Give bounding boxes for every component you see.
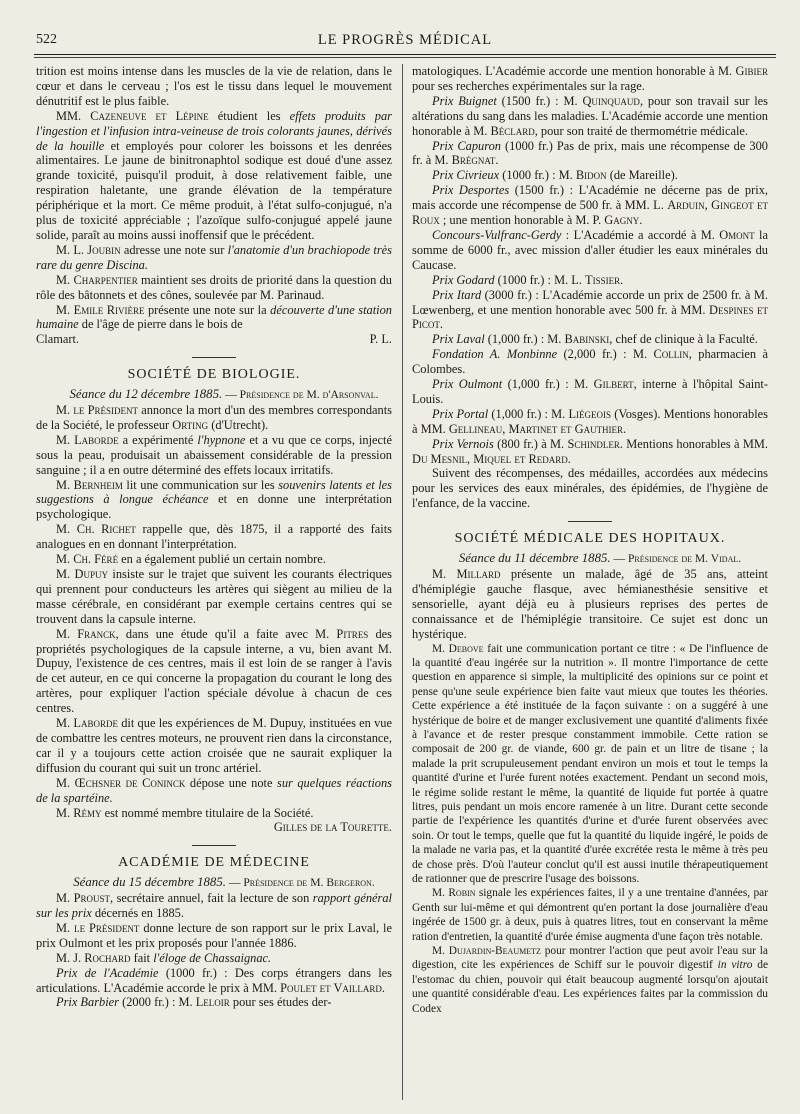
- paragraph: matologiques. L'Académie accorde une mention honorable à M. Gibier pour ses recherches expérimentales sur la rage.: [412, 64, 768, 93]
- paragraph: Prix Laval (1,000 fr.) : M. Babinski, chef de clinique à la Faculté.: [432, 332, 758, 347]
- paragraph: M. Ch. Richet rappelle que, dès 1875, il a rapporté des faits analogues en en donnant l'interprétation.: [36, 522, 392, 552]
- paragraph: M. Laborde a expérimenté l'hypnone et a vu que ce corps, injecté sous la peau, produisait un abaissement considérable de la pression sanguine ; il a en outre déterminé des effets locaux irritatifs.: [36, 432, 392, 477]
- paragraph: Prix Godard (1000 fr.) : M. L. Tissier.: [432, 272, 624, 287]
- signature-line: Clamart. P. L.: [36, 332, 392, 347]
- paragraph: M. Charpentier maintient ses droits de priorité dans la question du rôle des bâtonnets et des cônes, soulevée par M. Parinaud.: [36, 272, 392, 302]
- paragraph: Prix Buignet (1500 fr.) : M. Quinquaud, pour son travail sur les altérations du sang dans les maladies. L'Académie accorde une mention honorable à M. Béclard, pour son traité de thermométrie médicale.: [412, 93, 768, 138]
- paragraph: Prix Barbier (2000 fr.) : M. Leloir pour ses études der-: [56, 995, 332, 1010]
- section-heading: ACADÉMIE DE MÉDECINE: [36, 845, 392, 871]
- section-heading: SOCIÉTÉ DE BIOLOGIE.: [36, 357, 392, 383]
- paragraph: M. le Président donne lecture de son rapport sur le prix Laval, le prix Oulmont et les prix proposés pour l'année 1886.: [36, 920, 392, 950]
- paragraph: Concours-Vulfranc-Gerdy : L'Académie a accordé à M. Omont la somme de 6000 fr., avec mission d'aller étudier les eaux minérales du Caucase.: [412, 227, 768, 272]
- paragraph: M. Ch. Féré en a également publié un certain nombre.: [56, 552, 326, 567]
- paragraph: M. Millard présente un malade, âgé de 35 ans, atteint d'hémiplégie gauche flasque, avec hémianesthésie sensitive et sensorielle, ayant déjà eu à plusieurs reprises des pertes de connaissance et de l'hémiplégie transitoire. Ce sujet est donc un hystérique.: [412, 567, 768, 641]
- right-column: [412, 64, 768, 1104]
- paragraph: MM. Cazeneuve et Lépine étudient les effets produits par l'ingestion et l'infusion intra-veineuse de trois colorants jaunes, dérivés de la houille et employés pour colorer les boissons et les denrées alimentaires. Le jaune de binitronaphtol sodique est doué d'une assez grande toxicité, puisqu'il produit, à dose relativement faible, une respiration haletante, une grande élévation de la température périphérique et la mort. Ce même produit, à l'état sulfo-conjugué, n'a plus de toxicité appréciable ; l'azoïque sulfo-conjugué appelé jaune solide, paraît au moins aussi inoffensif que le précédent.: [36, 108, 392, 242]
- paragraph: M. Dujardin-Beaumetz pour montrer l'action que peut avoir l'eau sur la digestion, cite les expériences de Schiff sur le pouvoir digestif in vitro de l'estomac du chien, pouvoir qui était beaucoup augmenté lorsqu'on ajoutait une quantité considérable d'eau. Les expériences faites par la commission du Codex: [412, 945, 768, 1015]
- column-divider: [402, 64, 403, 1100]
- seance-line: Séance du 15 décembre 1885. — Présidence de M. Bergeron.: [73, 875, 375, 890]
- paragraph: M. Bernheim lit une communication sur les souvenirs latents et les suggestions à longue échéance et en donne une interprétation psychologique.: [36, 477, 392, 522]
- page-header: [34, 30, 776, 52]
- paragraph: Prix Desportes (1500 fr.) : L'Académie ne décerne pas de prix, mais accorde une récompense de 500 fr. à MM. L. Arduin, Gingeot et Roux ; une mention honorable à M. P. Gagny.: [412, 183, 768, 228]
- paragraph: M. Rémy est nommé membre titulaire de la Société.: [56, 805, 314, 820]
- paragraph: M. Dupuy insiste sur le trajet que suivent les courants électriques qui prennent pour conducteurs les artères qui siègent au milieu de la masse cérébrale, en considérant par exemple certains centres qui se trouvent dans la capsule interne.: [36, 567, 392, 626]
- paragraph: Prix Capuron (1000 fr.) Pas de prix, mais une récompense de 300 fr. à M. Brégnat.: [412, 138, 768, 168]
- paragraph: Prix de l'Académie (1000 fr.) : Des corps étrangers dans les articulations. L'Académie accorde le prix à MM. Poulet et Vaillard.: [36, 965, 392, 995]
- left-column: [36, 64, 392, 1104]
- paragraph: Prix Oulmont (1,000 fr.) : M. Gilbert, interne à l'hôpital Saint-Louis.: [412, 377, 768, 406]
- header-rule-thin: [34, 57, 776, 58]
- paragraph: M. Laborde dit que les expériences de M. Dupuy, instituées en vue de combattre les centres moteurs, ne prouvent rien dans la circonstance, car il y a toujours cette action croisée que ne saurait expliquer la diffusion du courant qui suit un tronc artériel.: [36, 716, 392, 775]
- paragraph: M. Robin signale les expériences faites, il y a une trentaine d'années, par Genth sur lui-même et qui démontrent qu'en portant la dose journalière d'eau ingérée de 1500 gr. à deux, puis à quatres litres, tout en conservant la même ration d'entretien, la quantité d'urée émise augmenta d'une façon très notable.: [412, 887, 768, 943]
- paragraph: M. L. Joubin adresse une note sur l'anatomie d'un brachiopode très rare du genre Discina.: [36, 242, 392, 272]
- paragraph: M. Emile Rivière présente une note sur la découverte d'une station humaine de l'âge de pierre dans le bois de: [36, 302, 392, 332]
- paragraph: M. J. Rochard fait l'éloge de Chassaignac.: [56, 950, 272, 965]
- paragraph: M. Œchsner de Coninck dépose une note sur quelques réactions de la spartéine.: [36, 775, 392, 805]
- paragraph: M. Franck, dans une étude qu'il a faite avec M. Pitres des propriétés psychologiques de la capsule interne, a vu, bien avant M. Dupuy, l'existence de ces centres, mais il est loin de se ranger à l'avis de cet auteur, en ce qui concerne la propagation du courant le long des artères, pour expliquer l'action spéciale dévolue à chacun de ces centres.: [36, 626, 392, 716]
- section-heading: SOCIÉTÉ MÉDICALE DES HOPITAUX.: [412, 521, 768, 547]
- paragraph: Prix Itard (3000 fr.) : L'Académie accorde un prix de 2500 fr. à M. Lœwenberg, et une mention honorable avec 500 fr. à MM. Despines et Picot.: [412, 287, 768, 332]
- page-number: 522: [36, 32, 57, 47]
- paragraph: Prix Portal (1,000 fr.) : M. Liégeois (Vosges). Mentions honorables à MM. Gellineau, Martinet et Gauthier.: [412, 406, 768, 436]
- paragraph: M. le Président annonce la mort d'un des membres correspondants de la Société, le professeur Orting (d'Utrecht).: [36, 403, 392, 432]
- paragraph: Fondation A. Monbinne (2,000 fr.) : M. Collin, pharmacien à Colombes.: [412, 347, 768, 377]
- paragraph: trition est moins intense dans les muscles de la vie de relation, dans le cœur et dans le cerveau ; l'os est le tissu dans lequel le mouvement dénutritif est le plus faible.: [36, 64, 392, 108]
- paragraph: M. Debove fait une communication portant ce titre : « De l'influence de la quantité d'eau ingérée sur la nutrition ». Il montre l'importance de cette question en apparence si simple, la multiplicité des opinions sur ce point et pense qu'une seule expérience bien faite vaut mieux que toutes les théories. Cette expérience a été instituée de la façon suivante : on a suggéré à une hystérique de boire et de manger exclusivement une quantité d'aliments fixée à l'avance et de rester presque constamment immobile. Cette ration se composait de 200 gr. de viande, 600 gr. de pain et un litre de tisane ; la malade la prit scrupuleusement pendant environ un mois et tout le temps la quantité d'urine et l'urée furent notées exactement. Pendant un second mois, le régime solide restant le même, la quantité de liquide fut portée à quatre litres, puis pendant un mois encore ramenée à un litre. Durant cette seconde partie de l'expérience les quantités d'urine et d'urée furent observées avec soin. Or tout le temps, quelle que fut la quantité du liquide ingéré, le poids de la malade ne varia pas, et la quantité d'urée excrétée resta le même à très peu de chose près. D'où l'auteur conclut qu'il est aussi inutile thérapeutiquement de rationner que de prescrire l'usage des boissons.: [412, 642, 768, 886]
- paragraph: Prix Vernois (800 fr.) à M. Schindler. Mentions honorables à MM. Du Mesnil, Miquel et Redard.: [412, 436, 768, 466]
- section-rule: [568, 521, 612, 522]
- seance-line: Séance du 11 décembre 1885. — Présidence de M. Vidal.: [458, 551, 742, 566]
- paragraph: Prix Civrieux (1000 fr.) : M. Bidon (de Mareille).: [432, 168, 678, 183]
- section-rule: [192, 845, 236, 846]
- paragraph: Suivent des récompenses, des médailles, accordées aux médecins pour les services des eaux minérales, des épidémies, de l'hygiène de l'enfance, de la vaccine.: [412, 466, 768, 511]
- header-rule: [34, 54, 776, 55]
- running-title: LE PROGRÈS MÉDICAL: [317, 32, 493, 48]
- paragraph: M. Proust, secrétaire annuel, fait la lecture de son rapport général sur les prix décernés en 1885.: [36, 891, 392, 921]
- signature: P. L.: [369, 332, 392, 347]
- section-rule: [192, 357, 236, 358]
- seance-line: Séance du 12 décembre 1885. — Présidence de M. d'Arsonval.: [69, 387, 379, 402]
- signature: Gilles de la Tourette.: [273, 820, 392, 835]
